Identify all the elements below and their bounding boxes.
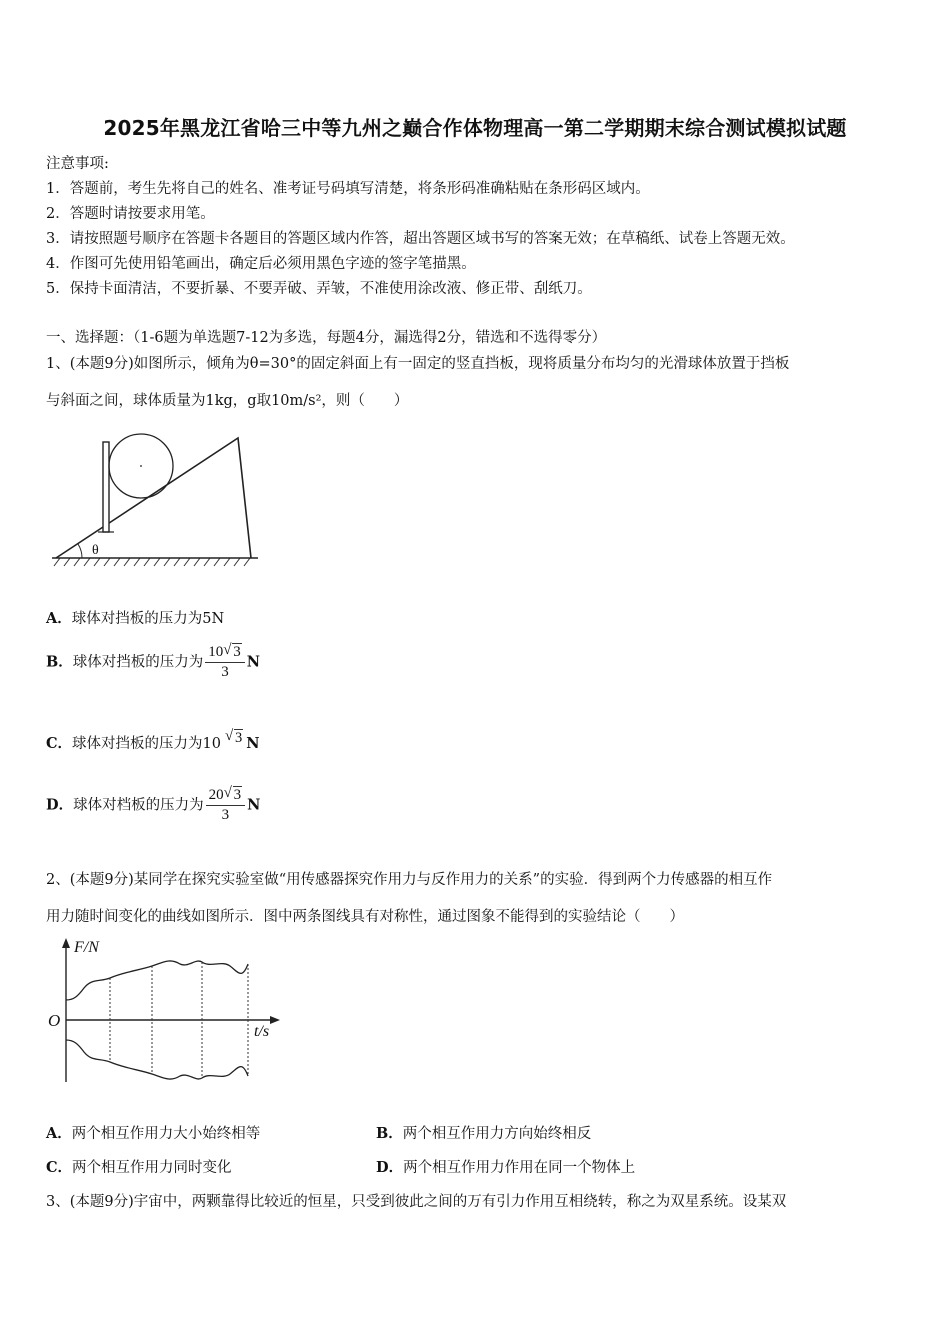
ball-center [140,465,142,467]
ground-hatching [54,558,250,566]
q1-option-a[interactable] [46,607,224,628]
denominator: 3 [221,664,229,680]
option-text: 球体对挡板的压力为5N [71,611,225,627]
question-1-line-2: 与斜面之间，球体质量为1kg，g取10m/s²，则（ ） [46,393,409,409]
page-title: 2025年黑龙江省哈三中等九州之巅合作体物理高一第二学期期末综合测试模拟试题 [103,116,847,140]
unit: N [246,653,261,671]
sqrt-symbol [224,787,243,804]
question-2-line-1: 2、(本题9分)某同学在探究实验室做“用传感器探究作用力与反作用力的关系”的实验．得到两个力传感器的相互作 [46,872,773,888]
option-text: 两个相互作用力方向始终相反 [402,1126,592,1142]
q1-option-b[interactable] [46,644,260,681]
numerator-coefficient: 20 [208,787,224,803]
vertical-barrier [103,442,109,532]
option-letter: D． [46,796,74,814]
option-letter: B． [376,1125,403,1142]
unit: N [246,735,260,752]
incline-outline [56,438,251,558]
section-heading: 一、选择题：（1-6题为单选题7-12为多选，每题4分，漏选得2分，错选和不选得零分） [46,330,607,346]
question-3-line-1: 3、(本题9分)宇宙中，两颗靠得比较近的恒星，只受到彼此之间的万有引力作用互相绕转，称之为双星系统。设某双 [46,1194,787,1210]
q2-option-b[interactable] [376,1122,591,1143]
unit: N [247,796,261,814]
q1-option-c[interactable] [46,732,260,753]
q1-option-d[interactable] [46,787,260,824]
numerator-coefficient: 10 [208,644,224,660]
option-text: 球体对挡板的压力为 [72,654,204,671]
option-letter: C． [46,1159,73,1176]
question-1-line-1: 1、(本题9分)如图所示，倾角为θ=30°的固定斜面上有一固定的竖直挡板，现将质量分布均匀的光滑球体放置于挡板 [46,356,790,372]
force-time-figure [44,936,284,1086]
option-letter: B． [46,653,73,671]
upper-force-curve [66,961,248,1000]
fraction [205,644,245,681]
q2-option-d[interactable] [376,1156,635,1177]
option-text: 球体对档板的压力为 [73,797,204,814]
sqrt-symbol [225,730,243,747]
y-axis-label: F/N [74,939,99,956]
radicand: 3 [235,730,243,746]
angle-arc [78,544,82,558]
notice-item-5: 5．保持卡面清洁，不要折暴、不要弄破、弄皱，不准使用涂改液、修正带、刮纸刀。 [46,281,592,297]
incline-ball-figure [46,420,266,572]
notice-item-2: 2．答题时请按要求用笔。 [46,206,215,222]
option-letter: C． [46,735,73,752]
x-axis-label: t/s [254,1023,270,1040]
fraction [206,787,246,824]
x-axis-arrow [270,1016,280,1024]
option-text: 两个相互作用力大小始终相等 [71,1126,261,1142]
option-letter: A． [46,610,72,627]
notice-heading: 注意事项: [46,156,109,172]
option-text: 球体对挡板的压力为10 [72,736,221,752]
option-letter: D． [376,1159,404,1176]
option-text: 两个相互作用力作用在同一个物体上 [403,1160,636,1176]
option-letter: A． [46,1125,72,1142]
radicand: 3 [233,787,242,803]
notice-item-1: 1．答题前，考生先将自己的姓名、准考证号码填写清楚，将条形码准确粘贴在条形码区域内。 [46,181,650,197]
question-2-line-2: 用力随时间变化的曲线如图所示．图中两条图线具有对称性，通过图象不能得到的实验结论（ ） [46,909,684,925]
lower-force-curve [66,1040,248,1079]
angle-label: θ [92,543,99,558]
origin-label: O [48,1011,61,1030]
notice-item-3: 3．请按照题号顺序在答题卡各题目的答题区域内作答，超出答题区域书写的答案无效；在草稿纸、试卷上答题无效。 [46,231,795,247]
radicand: 3 [233,644,241,660]
sqrt-symbol [223,644,242,661]
denominator: 3 [221,807,230,823]
y-axis-arrow [62,938,70,948]
option-text: 两个相互作用力同时变化 [72,1160,232,1176]
q2-option-c[interactable] [46,1156,232,1177]
notice-item-4: 4．作图可先使用铅笔画出，确定后必须用黑色字迹的签字笔描黑。 [46,256,476,272]
q2-option-a[interactable] [46,1122,260,1143]
